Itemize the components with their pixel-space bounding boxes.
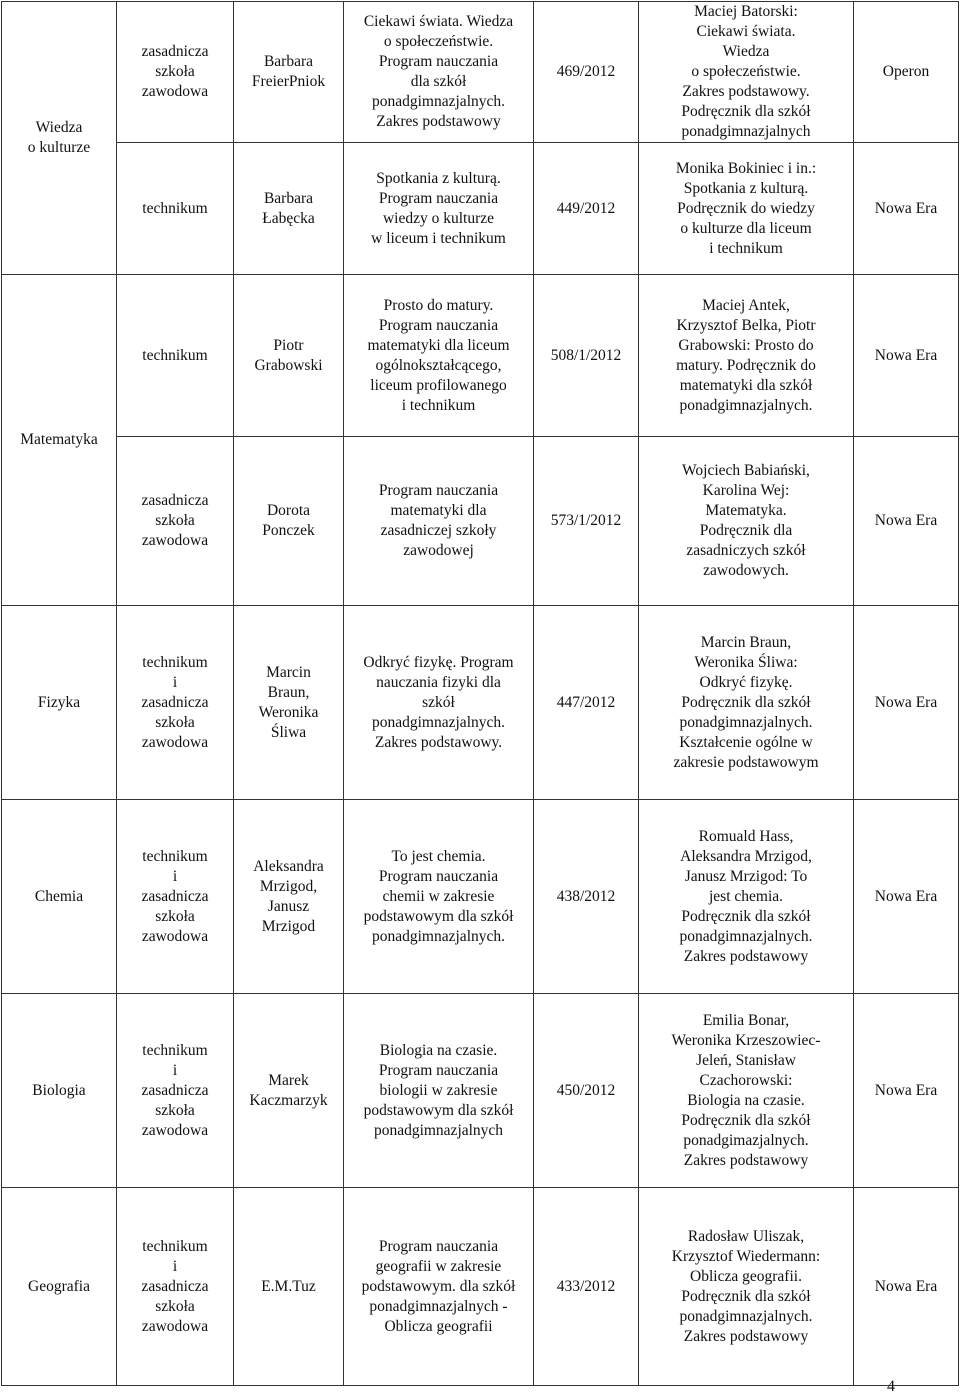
cell-text-line: w liceum i technikum	[371, 229, 506, 247]
author-cell	[234, 2, 344, 143]
cell-text-line: zawodowa	[141, 1317, 209, 1335]
cell-text: 433/2012	[556, 1277, 616, 1295]
cell-text-line: Marek	[268, 1071, 309, 1089]
cell-text-line: zasadnicza	[141, 693, 209, 711]
cell-text-line: ponadgimnazjalnych.	[679, 396, 813, 414]
cell-text: Nowa Era	[874, 199, 938, 217]
cell-text-line: geografii w zakresie	[375, 1257, 502, 1275]
table-row	[2, 2, 959, 143]
cell-text-line: Wiedza	[722, 43, 770, 60]
cell-text-line: ponadgimnazjalnych.	[679, 713, 813, 731]
cell-text-line: zasadniczej szkoły	[380, 522, 497, 539]
subject-cell	[2, 1188, 117, 1386]
school-cell	[117, 800, 234, 994]
cell-text-line: szkół	[422, 693, 455, 711]
cell-text: Nowa Era	[874, 693, 938, 711]
cell-text-line: zasadnicza	[141, 1277, 209, 1295]
cell-text-line: Krzysztof Belka, Piotr	[676, 316, 816, 334]
table-row	[2, 275, 959, 437]
cell-text: Operon	[882, 63, 930, 80]
cell-text-line: technikum	[142, 199, 208, 217]
subject-cell	[2, 994, 117, 1188]
cell-text: 447/2012	[556, 693, 616, 711]
cell-text-line: i technikum	[401, 396, 476, 414]
cell-text-line: Piotr	[273, 336, 304, 354]
cell-text-line: dla szkół	[410, 73, 467, 90]
cell-text-line: i	[172, 673, 178, 691]
cell-text-line: ponadgimnazjalnych	[373, 1121, 504, 1139]
cell-text-line: Program nauczania	[378, 1237, 499, 1255]
cell-text-line: Ciekawi świata. Wiedza	[363, 13, 514, 30]
cell-text-line: Radosław Uliszak,	[687, 1227, 805, 1245]
author-cell	[234, 606, 344, 800]
cell-text-line: Kształcenie ogólne w	[679, 733, 813, 751]
cell-text-line: zawodowa	[141, 1121, 209, 1139]
subject-cell	[2, 606, 117, 800]
cell-text-line: szkoła	[155, 63, 195, 80]
cell-text-line: zakresie podstawowym	[673, 753, 819, 771]
textbook-cell	[639, 1188, 854, 1386]
cell-text-line: i technikum	[709, 239, 783, 257]
subject-cell	[2, 275, 117, 606]
cell-text-line: biologii w zakresie	[379, 1081, 498, 1099]
cell-text-line: FreierPniok	[251, 73, 326, 90]
cell-text-line: Janusz Mrzigod: To	[684, 867, 808, 885]
approval-number-cell	[534, 2, 639, 143]
cell-text-line: zasadnicza	[141, 43, 209, 60]
cell-text-line: Program nauczania	[378, 189, 499, 207]
cell-text-line: zasadnicza	[141, 492, 209, 509]
cell-text-line: Czachorowski:	[699, 1071, 793, 1089]
program-cell	[344, 2, 534, 143]
cell-text-line: ogólnokształcącego,	[375, 356, 502, 374]
cell-text-line: Spotkania z kulturą.	[376, 169, 501, 187]
cell-text-line: zawodowa	[141, 83, 209, 100]
author-cell	[234, 143, 344, 275]
cell-text-line: Program nauczania	[378, 482, 499, 499]
cell-text-line: zawodowej	[403, 542, 474, 559]
approval-number-cell	[534, 606, 639, 800]
school-cell	[117, 1188, 234, 1386]
cell-text-line: Prosto do matury.	[383, 296, 494, 314]
cell-text-line: ponadgimnazjalnych.	[372, 927, 505, 945]
cell-text-line: Podręcznik dla szkół	[681, 907, 811, 925]
cell-text-line: Odkryć fizykę.	[699, 673, 793, 691]
cell-text: Nowa Era	[874, 346, 938, 364]
subject-cell	[2, 800, 117, 994]
cell-text-line: matematyki dla liceum	[367, 336, 510, 354]
cell-text-line: Zakres podstawowy	[683, 1151, 809, 1169]
author-cell	[234, 275, 344, 437]
cell-text-line: podstawowym. dla szkół	[361, 1277, 516, 1295]
publisher-cell	[854, 800, 959, 994]
approval-number-cell	[534, 1188, 639, 1386]
cell-text-line: Wiedza	[35, 119, 83, 136]
cell-text-line: podstawowym dla szkół	[363, 1101, 514, 1119]
textbook-cell	[639, 800, 854, 994]
cell-text-line: Biologia na czasie.	[379, 1041, 498, 1059]
cell-text: Nowa Era	[874, 1277, 938, 1295]
cell-text-line: ponadgimnazjalnych.	[372, 93, 505, 110]
cell-text-line: technikum	[142, 653, 208, 671]
cell-text-line: matematyki dla	[390, 502, 487, 519]
cell-text-line: zasadnicza	[141, 887, 209, 905]
cell-text-line: Marcin	[266, 663, 311, 681]
cell-text-line: chemii w zakresie	[382, 887, 495, 905]
cell-text-line: szkoła	[155, 907, 195, 925]
cell-text-line: ponadgimnazjalnych.	[679, 927, 813, 945]
cell-text-line: Kaczmarzyk	[249, 1091, 328, 1109]
cell-text-line: Mrzigod	[261, 917, 316, 935]
cell-text-line: zasadnicza	[141, 1081, 209, 1099]
school-cell	[117, 437, 234, 606]
cell-text-line: Podręcznik do wiedzy	[677, 199, 815, 217]
program-cell	[344, 1188, 534, 1386]
textbook-cell	[639, 2, 854, 143]
cell-text: 438/2012	[556, 887, 616, 905]
cell-text-line: Program nauczania	[378, 53, 499, 70]
table-row	[2, 800, 959, 994]
publisher-cell	[854, 1188, 959, 1386]
cell-text: Nowa Era	[874, 1081, 938, 1099]
cell-text-line: o kulturze dla liceum	[680, 219, 812, 237]
cell-text-line: Fizyka	[37, 693, 81, 711]
cell-text-line: Maciej Batorski:	[694, 3, 798, 20]
cell-text: Nowa Era	[874, 887, 938, 905]
cell-text-line: ponadgimnazjalnych.	[679, 1307, 813, 1325]
cell-text-line: Ponczek	[262, 522, 315, 539]
cell-text-line: E.M.Tuz	[261, 1277, 316, 1295]
author-cell	[234, 1188, 344, 1386]
author-cell	[234, 437, 344, 606]
program-cell	[344, 437, 534, 606]
table-row	[2, 994, 959, 1188]
cell-text-line: Podręcznik dla szkół	[681, 1111, 811, 1129]
program-cell	[344, 994, 534, 1188]
cell-text-line: Weronika Śliwa:	[694, 653, 798, 671]
cell-text: 449/2012	[556, 199, 616, 217]
cell-text-line: Geografia	[28, 1277, 90, 1295]
cell-text-line: zawodowa	[141, 532, 209, 549]
cell-text-line: technikum	[142, 346, 208, 364]
cell-text-line: Śliwa	[270, 723, 307, 741]
cell-text-line: jest chemia.	[708, 887, 784, 905]
publisher-cell	[854, 143, 959, 275]
textbook-cell	[639, 275, 854, 437]
publisher-cell	[854, 437, 959, 606]
cell-text-line: technikum	[142, 847, 208, 865]
cell-text-line: zawodowa	[141, 927, 209, 945]
cell-text-line: Marcin Braun,	[700, 633, 792, 651]
approval-number-cell	[534, 437, 639, 606]
school-cell	[117, 143, 234, 275]
cell-text-line: Zakres podstawowy	[683, 947, 809, 965]
cell-text-line: nauczania fizyki dla	[376, 673, 501, 691]
cell-text-line: Emilia Bonar,	[702, 1011, 790, 1029]
textbook-cell	[639, 143, 854, 275]
cell-text-line: Zakres podstawowy	[683, 1327, 809, 1345]
school-cell	[117, 275, 234, 437]
program-cell	[344, 275, 534, 437]
cell-text-line: technikum	[142, 1237, 208, 1255]
cell-text-line: Jeleń, Stanisław	[696, 1051, 796, 1069]
table-row	[2, 143, 959, 275]
cell-text-line: podstawowym dla szkół	[363, 907, 514, 925]
cell-text-line: Matematyka.	[705, 502, 787, 519]
cell-text-line: Braun,	[267, 683, 310, 701]
cell-text-line: i	[172, 867, 178, 885]
publisher-cell	[854, 275, 959, 437]
cell-text-line: Karolina Wej:	[702, 482, 790, 499]
cell-text-line: Weronika Krzeszowiec-	[671, 1031, 821, 1049]
syllabus-table	[1, 1, 959, 1386]
cell-text-line: Biologia na czasie.	[687, 1091, 805, 1109]
cell-text-line: Romuald Hass,	[698, 827, 794, 845]
approval-number-cell	[534, 275, 639, 437]
cell-text-line: Program nauczania	[378, 867, 499, 885]
cell-text-line: Maciej Antek,	[702, 296, 790, 314]
approval-number-cell	[534, 143, 639, 275]
cell-text-line: Wojciech Babiański,	[682, 462, 810, 479]
cell-text-line: Matematyka	[20, 431, 98, 448]
school-cell	[117, 606, 234, 800]
cell-text-line: technikum	[142, 1041, 208, 1059]
cell-text-line: szkoła	[155, 713, 195, 731]
approval-number-cell	[534, 800, 639, 994]
cell-text-line: wiedzy o kulturze	[382, 209, 495, 227]
page-number: 4	[887, 1378, 895, 1395]
publisher-cell	[854, 994, 959, 1188]
cell-text-line: To jest chemia.	[391, 847, 486, 865]
cell-text-line: zasadniczych szkół	[686, 542, 806, 559]
cell-text: 469/2012	[556, 63, 616, 80]
cell-text-line: ponadgimnazjalnych -	[369, 1297, 508, 1315]
author-cell	[234, 800, 344, 994]
cell-text-line: zawodowa	[141, 733, 209, 751]
cell-text-line: Mrzigod,	[259, 877, 318, 895]
cell-text-line: szkoła	[155, 1101, 195, 1119]
cell-text-line: Zakres podstawowy.	[682, 83, 810, 100]
cell-text-line: szkoła	[155, 1297, 195, 1315]
cell-text-line: Zakres podstawowy.	[374, 733, 503, 751]
cell-text-line: Oblicza geografii	[384, 1317, 493, 1335]
cell-text-line: Spotkania z kulturą.	[683, 179, 809, 197]
cell-text-line: liceum profilowanego	[370, 376, 507, 394]
cell-text-line: Chemia	[34, 887, 84, 905]
publisher-cell	[854, 2, 959, 143]
table-row	[2, 606, 959, 800]
cell-text-line: Podręcznik dla szkół	[681, 693, 811, 711]
program-cell	[344, 143, 534, 275]
cell-text-line: Program nauczania	[378, 316, 499, 334]
cell-text-line: o społeczeństwie.	[383, 33, 494, 50]
cell-text: 573/1/2012	[550, 512, 622, 529]
cell-text-line: Barbara	[263, 53, 314, 70]
publisher-cell	[854, 606, 959, 800]
cell-text-line: Oblicza geografii.	[690, 1267, 802, 1285]
cell-text-line: Odkryć fizykę. Program	[363, 653, 514, 671]
program-cell	[344, 800, 534, 994]
school-cell	[117, 2, 234, 143]
program-cell	[344, 606, 534, 800]
cell-text-line: Podręcznik dla szkół	[681, 103, 811, 120]
cell-text-line: i	[172, 1257, 178, 1275]
cell-text-line: o społeczeństwie.	[691, 63, 801, 80]
cell-text-line: ponadgimnazjalnych	[681, 123, 811, 140]
cell-text-line: Program nauczania	[378, 1061, 499, 1079]
cell-text-line: Podręcznik dla	[699, 522, 793, 539]
cell-text-line: Monika Bokiniec i in.:	[675, 159, 817, 177]
cell-text-line: Janusz	[267, 897, 310, 915]
cell-text: 450/2012	[556, 1081, 616, 1099]
cell-text-line: ponadgimnazjalnych.	[372, 713, 505, 731]
cell-text-line: Krzysztof Wiedermann:	[671, 1247, 821, 1265]
cell-text-line: Grabowski	[254, 356, 323, 374]
table-row	[2, 1188, 959, 1386]
textbook-cell	[639, 994, 854, 1188]
cell-text-line: Grabowski: Prosto do	[678, 336, 814, 354]
table-row	[2, 437, 959, 606]
cell-text-line: Łabęcka	[262, 209, 315, 227]
cell-text-line: Ciekawi świata.	[696, 23, 796, 40]
cell-text-line: Weronika	[258, 703, 319, 721]
cell-text-line: Dorota	[266, 502, 311, 519]
author-cell	[234, 994, 344, 1188]
cell-text-line: szkoła	[155, 512, 195, 529]
cell-text-line: matematyki dla szkół	[679, 376, 813, 394]
approval-number-cell	[534, 994, 639, 1188]
cell-text: Nowa Era	[874, 512, 938, 529]
textbook-cell	[639, 606, 854, 800]
cell-text: 508/1/2012	[550, 346, 622, 364]
textbook-cell	[639, 437, 854, 606]
cell-text-line: Biologia	[32, 1081, 86, 1099]
cell-text-line: matury. Podręcznik do	[676, 356, 816, 374]
cell-text-line: Podręcznik dla szkół	[681, 1287, 811, 1305]
cell-text-line: o kulturze	[27, 139, 91, 156]
cell-text-line: zawodowych.	[703, 562, 789, 579]
school-cell	[117, 994, 234, 1188]
cell-text-line: Zakres podstawowy	[376, 113, 501, 130]
cell-text-line: Aleksandra	[253, 857, 324, 875]
cell-text-line: i	[172, 1061, 178, 1079]
subject-cell	[2, 2, 117, 275]
cell-text-line: ponadgimazjalnych.	[683, 1131, 809, 1149]
cell-text-line: Barbara	[263, 189, 314, 207]
cell-text-line: Aleksandra Mrzigod,	[680, 847, 812, 865]
